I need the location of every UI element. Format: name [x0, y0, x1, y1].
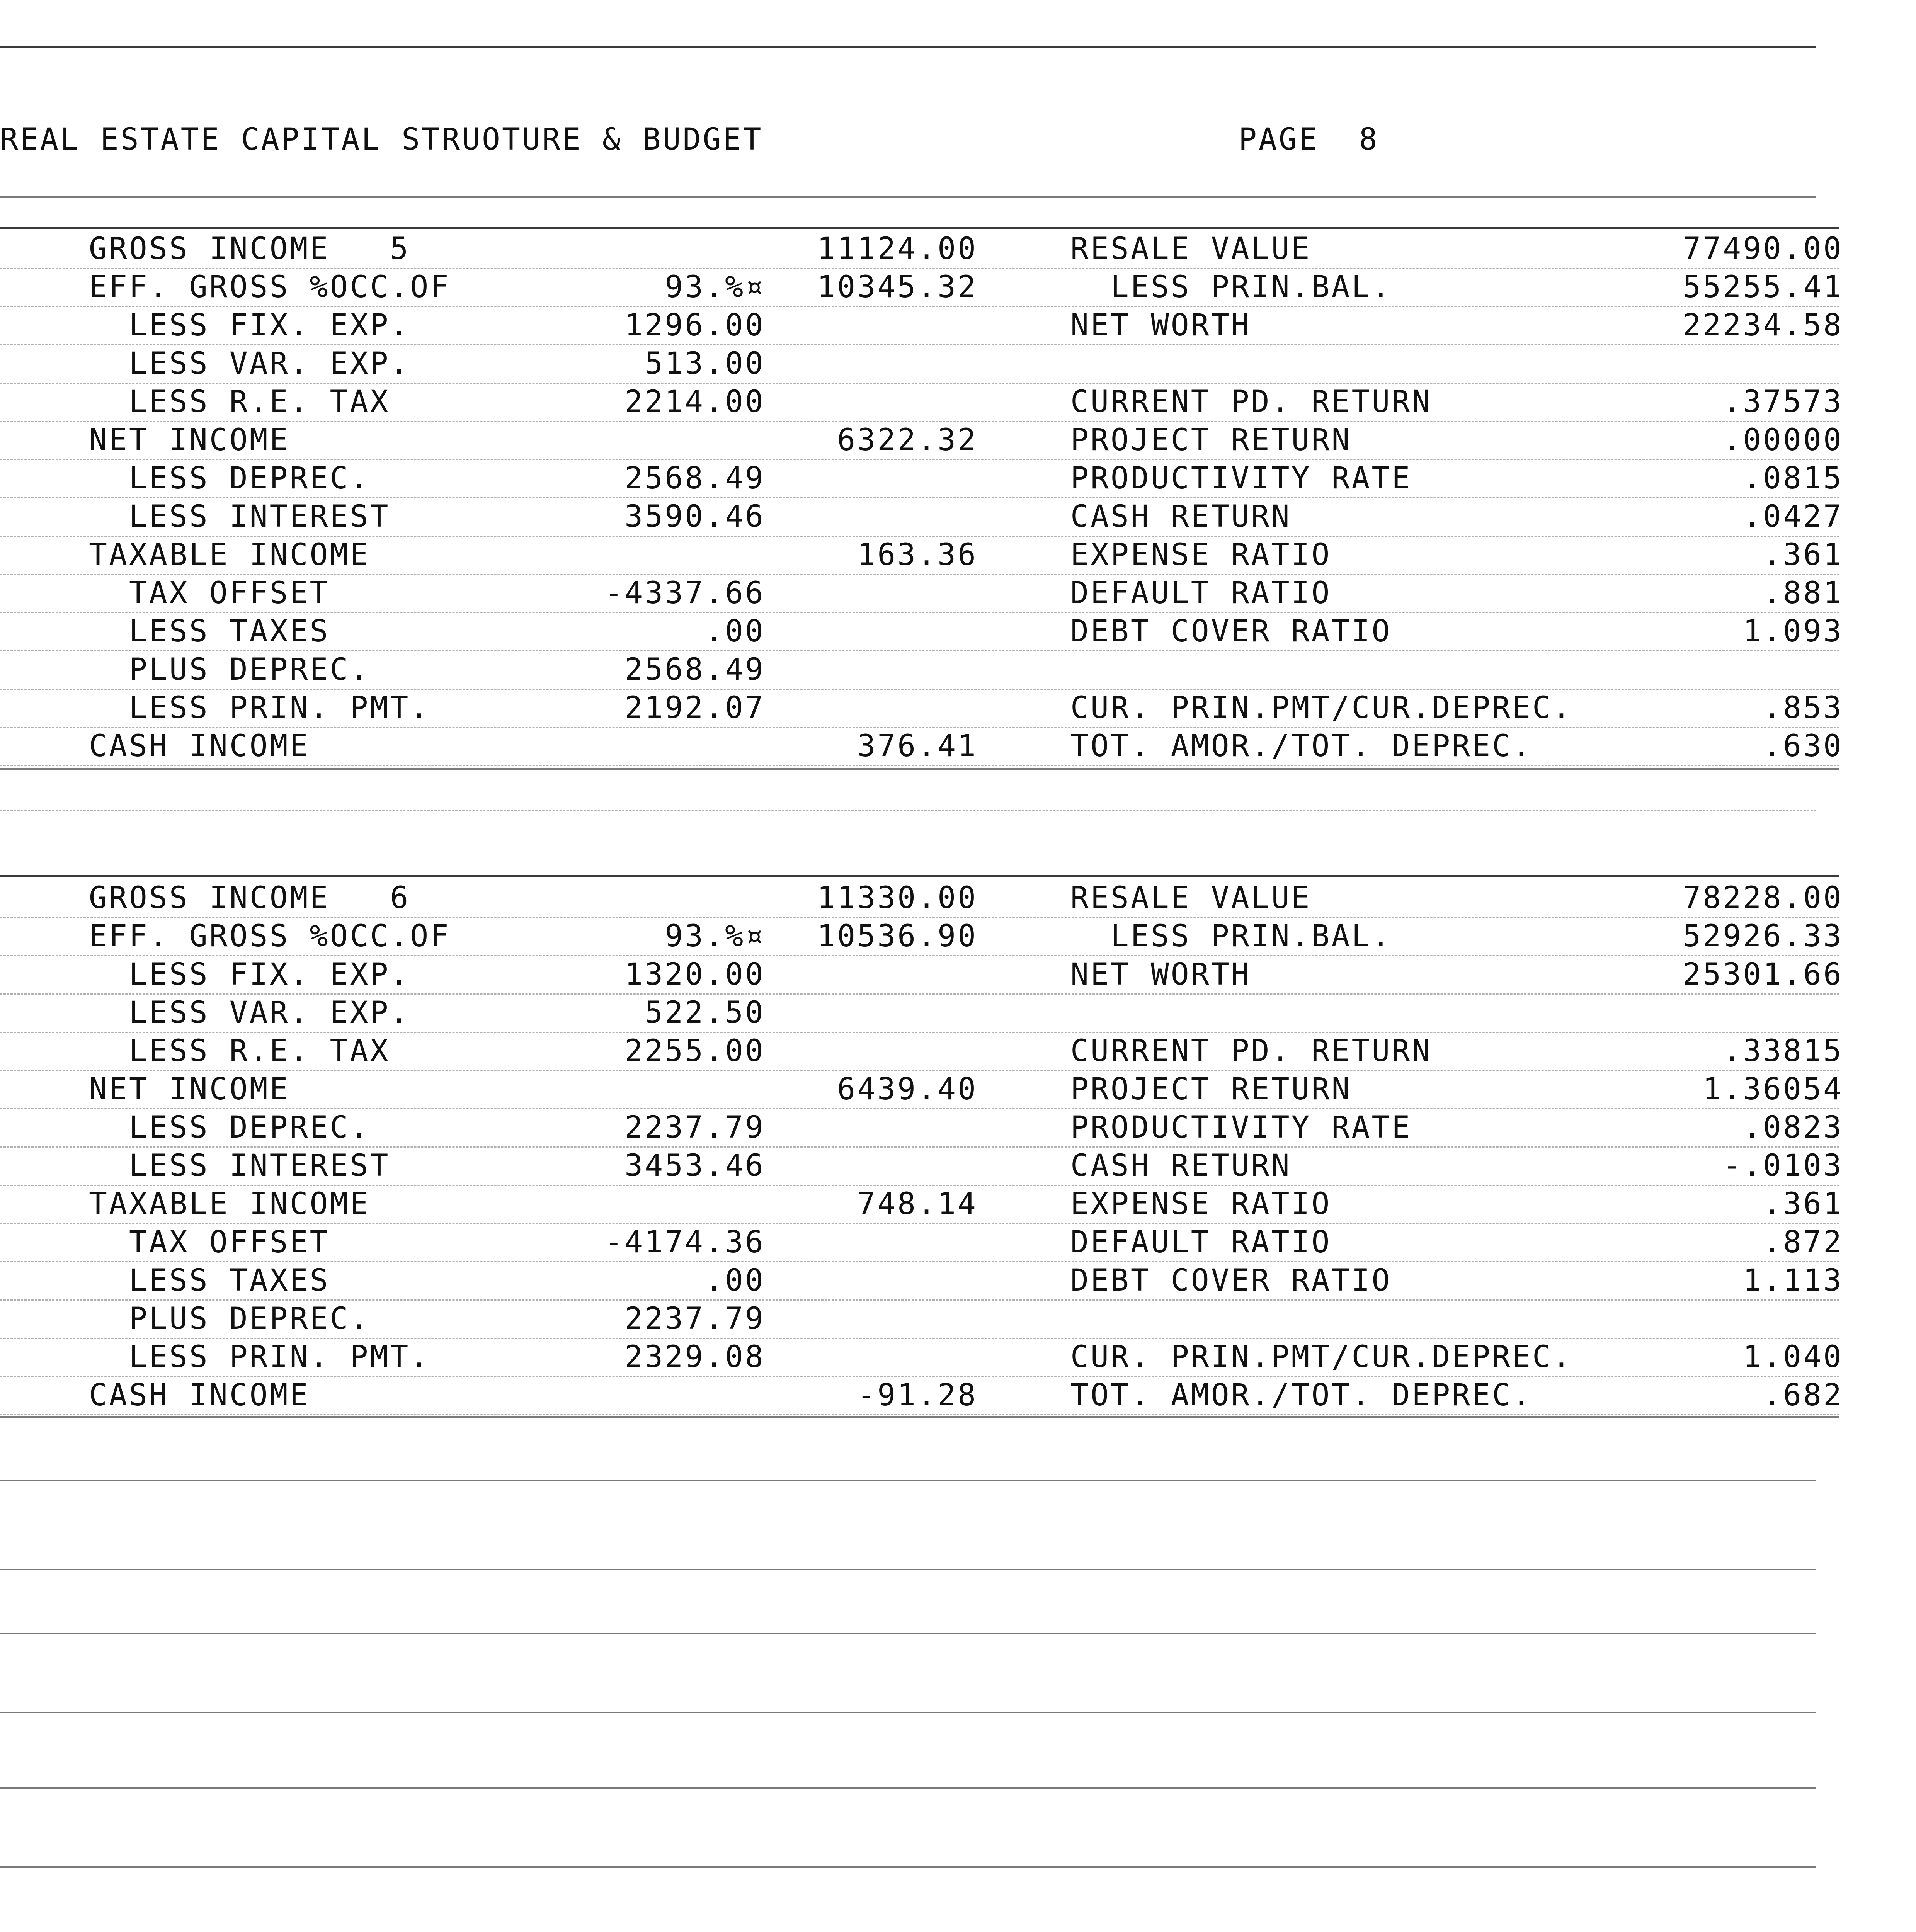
section5-left-label-0: GROSS INCOME 5 [89, 231, 410, 266]
blank-form-rule [0, 1480, 1816, 1481]
section5-ratio-value-2: 22234.58 [1683, 308, 1843, 343]
section5-mid-value-7: 3590.46 [624, 499, 765, 534]
section5-mid-value-10: .00 [705, 614, 765, 649]
blank-form-rule [0, 1866, 1816, 1868]
section5-ratio-value-9: .881 [1763, 576, 1843, 611]
section6-mid-value-4: 2255.00 [624, 1034, 765, 1068]
section5-row-rule [0, 689, 1839, 690]
section6-amount-8: 748.14 [857, 1187, 978, 1221]
section6-ratio-value-5: 1.36054 [1703, 1072, 1843, 1107]
section5-amount-1: 10345.32 [817, 270, 978, 304]
section5-ratio-value-7: .0427 [1743, 499, 1843, 534]
section6-ratio-value-12: 1.040 [1743, 1340, 1843, 1374]
section6-amount-5: 6439.40 [837, 1072, 978, 1107]
section6-left-label-9: TAX OFFSET [89, 1225, 330, 1260]
section6-left-label-3: LESS VAR. EXP. [89, 995, 410, 1030]
section6-row-rule [0, 1299, 1839, 1301]
section6-mid-value-3: 522.50 [645, 995, 765, 1030]
section6-left-label-0: GROSS INCOME 6 [89, 881, 410, 915]
section5-left-label-11: PLUS DEPREC. [89, 652, 370, 687]
section5-ratio-label-2: NET WORTH [1070, 308, 1251, 343]
section6-mid-value-6: 2237.79 [624, 1110, 765, 1145]
section5-mid-value-6: 2568.49 [624, 461, 765, 496]
section5-ratio-label-12: CUR. PRIN.PMT/CUR.DEPREC. [1070, 690, 1572, 725]
section5-ratio-label-5: PROJECT RETURN [1070, 423, 1352, 457]
section-5-bottom-rule [0, 768, 1839, 770]
section5-left-label-1: EFF. GROSS %OCC.OF [89, 270, 451, 304]
section-6-top-rule [0, 875, 1839, 877]
section6-row-rule [0, 1376, 1839, 1377]
section-5-top-rule [0, 227, 1839, 229]
section5-row-rule [0, 765, 1839, 766]
section6-row-rule [0, 1414, 1839, 1415]
section6-row-rule [0, 1185, 1839, 1186]
section6-row-rule [0, 917, 1839, 918]
section6-amount-13: -91.28 [857, 1378, 978, 1413]
section6-row-rule [0, 1032, 1839, 1033]
section5-amount-0: 11124.00 [817, 231, 978, 266]
section5-row-rule [0, 727, 1839, 728]
section5-ratio-label-4: CURRENT PD. RETURN [1070, 384, 1432, 419]
section6-row-rule [0, 1108, 1839, 1109]
section5-ratio-value-10: 1.093 [1743, 614, 1843, 649]
section5-left-label-9: TAX OFFSET [89, 576, 330, 611]
section6-ratio-label-8: EXPENSE RATIO [1070, 1187, 1332, 1221]
section6-ratio-value-1: 52926.33 [1683, 919, 1843, 954]
section6-left-label-6: LESS DEPREC. [89, 1110, 370, 1145]
section-6-bottom-rule [0, 1416, 1839, 1418]
section5-row-rule [0, 421, 1839, 422]
section5-ratio-value-5: .00000 [1723, 423, 1843, 457]
section6-left-label-1: EFF. GROSS %OCC.OF [89, 919, 451, 954]
section6-row-rule [0, 1338, 1839, 1339]
section5-ratio-value-6: .0815 [1743, 461, 1843, 496]
section5-mid-value-11: 2568.49 [624, 652, 765, 687]
section6-left-label-7: LESS INTEREST [89, 1148, 390, 1183]
section5-ratio-label-13: TOT. AMOR./TOT. DEPREC. [1070, 729, 1533, 764]
section6-mid-value-11: 2237.79 [624, 1301, 765, 1336]
section6-ratio-value-2: 25301.66 [1683, 957, 1843, 992]
section5-amount-5: 6322.32 [837, 423, 978, 457]
section5-ratio-value-4: .37573 [1723, 384, 1843, 419]
section6-ratio-value-13: .682 [1763, 1378, 1843, 1413]
section6-row-rule [0, 1070, 1839, 1071]
page-number: PAGE 8 [1239, 122, 1379, 157]
blank-form-rule [0, 1787, 1816, 1789]
section5-left-label-12: LESS PRIN. PMT. [89, 690, 431, 725]
section5-left-label-13: CASH INCOME [89, 729, 310, 764]
section5-left-label-5: NET INCOME [89, 423, 290, 457]
section6-ratio-value-9: .872 [1763, 1225, 1843, 1260]
section5-left-label-4: LESS R.E. TAX [89, 384, 390, 419]
top-rule [0, 46, 1816, 48]
section6-row-rule [0, 993, 1839, 995]
section6-mid-value-10: .00 [705, 1263, 765, 1298]
section6-ratio-label-4: CURRENT PD. RETURN [1070, 1034, 1432, 1068]
section5-row-rule [0, 268, 1839, 269]
section5-mid-value-12: 2192.07 [624, 690, 765, 725]
section6-mid-value-7: 3453.46 [624, 1148, 765, 1183]
section6-ratio-value-0: 78228.00 [1683, 881, 1843, 915]
section5-left-label-7: LESS INTEREST [89, 499, 390, 534]
section6-row-rule [0, 1223, 1839, 1224]
section5-row-rule [0, 497, 1839, 498]
report-title: REAL ESTATE CAPITAL STRUOTURE & BUDGET [0, 122, 763, 157]
section5-ratio-value-0: 77490.00 [1683, 231, 1843, 266]
section6-ratio-label-13: TOT. AMOR./TOT. DEPREC. [1070, 1378, 1533, 1413]
section6-row-rule [0, 1146, 1839, 1148]
section5-row-rule [0, 650, 1839, 651]
section5-row-rule [0, 383, 1839, 384]
section5-left-label-2: LESS FIX. EXP. [89, 308, 410, 343]
section6-ratio-label-1: LESS PRIN.BAL. [1070, 919, 1392, 954]
section5-mid-value-1: 93.%¤ [665, 270, 765, 304]
blank-form-rule [0, 1569, 1816, 1570]
section6-ratio-value-7: -.0103 [1723, 1148, 1843, 1183]
section5-left-label-8: TAXABLE INCOME [89, 537, 370, 572]
section6-ratio-value-8: .361 [1763, 1187, 1843, 1221]
section6-ratio-label-12: CUR. PRIN.PMT/CUR.DEPREC. [1070, 1340, 1572, 1374]
section6-ratio-label-2: NET WORTH [1070, 957, 1251, 992]
section6-amount-0: 11330.00 [817, 881, 978, 915]
section5-ratio-value-13: .630 [1763, 729, 1843, 764]
section-5-end-rule [0, 810, 1816, 811]
section5-left-label-6: LESS DEPREC. [89, 461, 370, 496]
section6-left-label-5: NET INCOME [89, 1072, 290, 1107]
section6-ratio-value-6: .0823 [1743, 1110, 1843, 1145]
section5-row-rule [0, 306, 1839, 307]
section6-left-label-8: TAXABLE INCOME [89, 1187, 370, 1221]
header-rule [0, 196, 1816, 198]
section5-mid-value-4: 2214.00 [624, 384, 765, 419]
section5-ratio-label-6: PRODUCTIVITY RATE [1070, 461, 1412, 496]
section5-mid-value-9: -4337.66 [604, 576, 765, 611]
section6-left-label-11: PLUS DEPREC. [89, 1301, 370, 1336]
section6-row-rule [0, 955, 1839, 956]
section6-left-label-2: LESS FIX. EXP. [89, 957, 410, 992]
section5-left-label-10: LESS TAXES [89, 614, 330, 649]
section6-mid-value-1: 93.%¤ [665, 919, 765, 954]
section6-left-label-4: LESS R.E. TAX [89, 1034, 390, 1068]
section5-row-rule [0, 344, 1839, 345]
section6-mid-value-2: 1320.00 [624, 957, 765, 992]
blank-form-rule [0, 1633, 1816, 1634]
section6-ratio-label-10: DEBT COVER RATIO [1070, 1263, 1392, 1298]
section5-amount-13: 376.41 [857, 729, 978, 764]
section6-left-label-12: LESS PRIN. PMT. [89, 1340, 431, 1374]
section5-ratio-value-12: .853 [1763, 690, 1843, 725]
section5-ratio-label-7: CASH RETURN [1070, 499, 1292, 534]
section5-mid-value-2: 1296.00 [624, 308, 765, 343]
section5-ratio-label-9: DEFAULT RATIO [1070, 576, 1332, 611]
section6-mid-value-9: -4174.36 [604, 1225, 765, 1260]
section6-ratio-value-10: 1.113 [1743, 1263, 1843, 1298]
section6-ratio-label-9: DEFAULT RATIO [1070, 1225, 1332, 1260]
section5-ratio-label-10: DEBT COVER RATIO [1070, 614, 1392, 649]
section5-row-rule [0, 612, 1839, 613]
section5-amount-8: 163.36 [857, 537, 978, 572]
section6-amount-1: 10536.90 [817, 919, 978, 954]
section6-ratio-value-4: .33815 [1723, 1034, 1843, 1068]
section6-ratio-label-5: PROJECT RETURN [1070, 1072, 1352, 1107]
blank-form-rule [0, 1712, 1816, 1713]
section5-ratio-label-1: LESS PRIN.BAL. [1070, 270, 1392, 304]
section6-ratio-label-7: CASH RETURN [1070, 1148, 1292, 1183]
section6-left-label-13: CASH INCOME [89, 1378, 310, 1413]
section5-ratio-value-1: 55255.41 [1683, 270, 1843, 304]
section5-mid-value-3: 513.00 [645, 346, 765, 381]
section5-ratio-label-8: EXPENSE RATIO [1070, 537, 1332, 572]
section5-row-rule [0, 536, 1839, 537]
section5-row-rule [0, 459, 1839, 460]
section5-row-rule [0, 574, 1839, 575]
section5-ratio-label-0: RESALE VALUE [1070, 231, 1312, 266]
section5-left-label-3: LESS VAR. EXP. [89, 346, 410, 381]
section6-mid-value-12: 2329.08 [624, 1340, 765, 1374]
section6-ratio-label-6: PRODUCTIVITY RATE [1070, 1110, 1412, 1145]
section6-ratio-label-0: RESALE VALUE [1070, 881, 1312, 915]
section6-row-rule [0, 1261, 1839, 1262]
section6-left-label-10: LESS TAXES [89, 1263, 330, 1298]
section5-ratio-value-8: .361 [1763, 537, 1843, 572]
